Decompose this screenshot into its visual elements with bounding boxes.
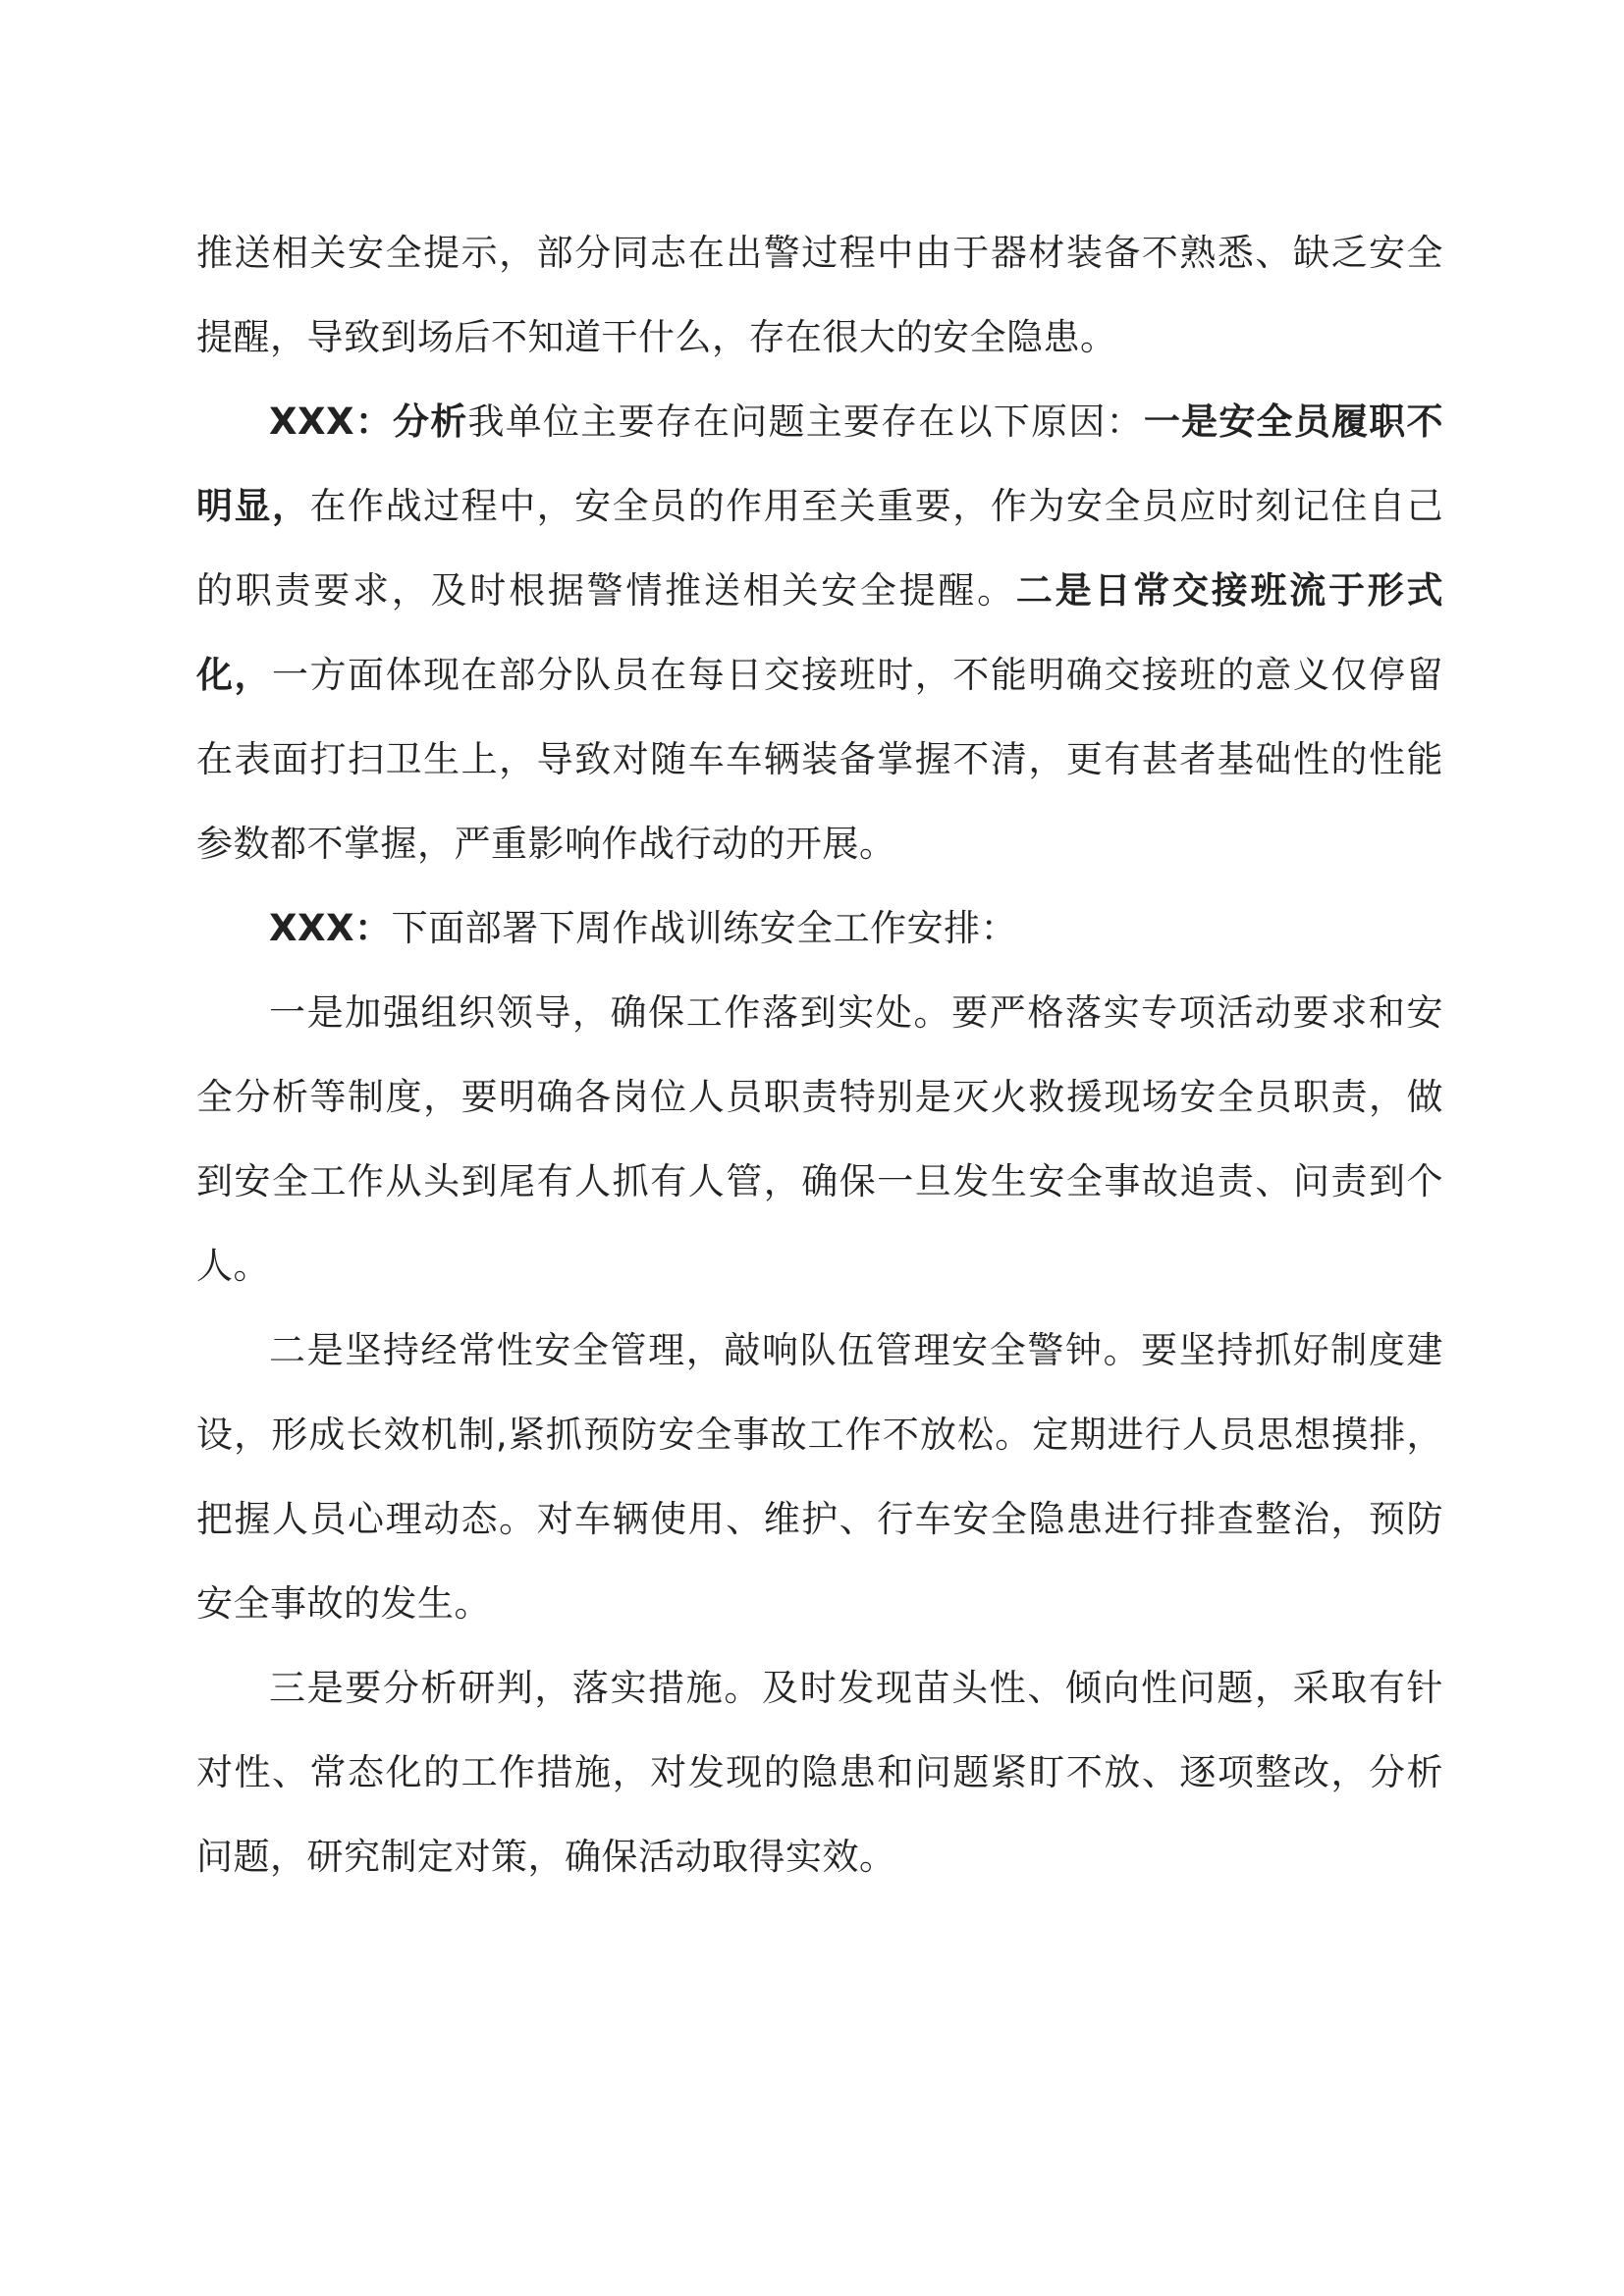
paragraph-text: 二是坚持经常性安全管理，敲响队伍管理安全警钟。要坚持抓好制度建设，形成长效机制,紧抓预防安全事故工作不放松。定期进行人员思想摸排，把握人员心理动态。对车辆使用、维护、行车安全隐患进行排查整治，预防安全事故的发生。 xyxy=(196,1329,1443,1625)
document-body xyxy=(196,211,1443,1899)
point-heading: 二是日常交接班流于形式化， xyxy=(196,569,1444,696)
paragraph-text: 下面部署下周作战训练安全工作安排： xyxy=(391,907,1018,949)
paragraph-item-2 xyxy=(196,1308,1443,1646)
paragraph-text: 一方面体现在部分队员在每日交接班时，不能明确交接班的意义仅停留在表面打扫卫生上，导致对随车车辆装备掌握不清，更有甚者基础性的性能参数都不掌握，严重影响作战行动的开展。 xyxy=(196,654,1443,865)
paragraph-text: 在作战过程中，安全员的作用至关重要，作为安全员应时刻记住自己的职责要求，及时根据警情推送相关安全提醒。 xyxy=(196,485,1443,612)
speaker-label: XXX： xyxy=(269,907,392,949)
paragraph-text: 一是加强组织领导，确保工作落到实处。要严格落实专项活动要求和安全分析等制度，要明确各岗位人员职责特别是灭火救援现场安全员职责，做到安全工作从头到尾有人抓有人管，确保一旦发生安全事故追责、问责到个人。 xyxy=(196,991,1443,1287)
paragraph-cause-analysis xyxy=(196,380,1443,886)
paragraph-arrangement-intro xyxy=(196,886,1443,971)
paragraph-text: 三是要分析研判，落实措施。及时发现苗头性、倾向性问题，采取有针对性、常态化的工作措施，对发现的隐患和问题紧盯不放、逐项整改，分析问题，研究制定对策，确保活动取得实效。 xyxy=(196,1667,1443,1878)
paragraph-item-3 xyxy=(196,1646,1443,1899)
paragraph-item-1 xyxy=(196,971,1443,1308)
paragraph-text: 我单位主要存在问题主要存在以下原因： xyxy=(467,400,1144,443)
paragraph-text: 推送相关安全提示，部分同志在出警过程中由于器材装备不熟悉、缺乏安全提醒，导致到场后不知道干什么，存在很大的安全隐患。 xyxy=(196,232,1443,358)
point-heading: 一是安全员履职不明显， xyxy=(196,400,1444,527)
paragraph-continuation xyxy=(196,211,1443,380)
speaker-label: XXX：分析 xyxy=(269,400,468,443)
